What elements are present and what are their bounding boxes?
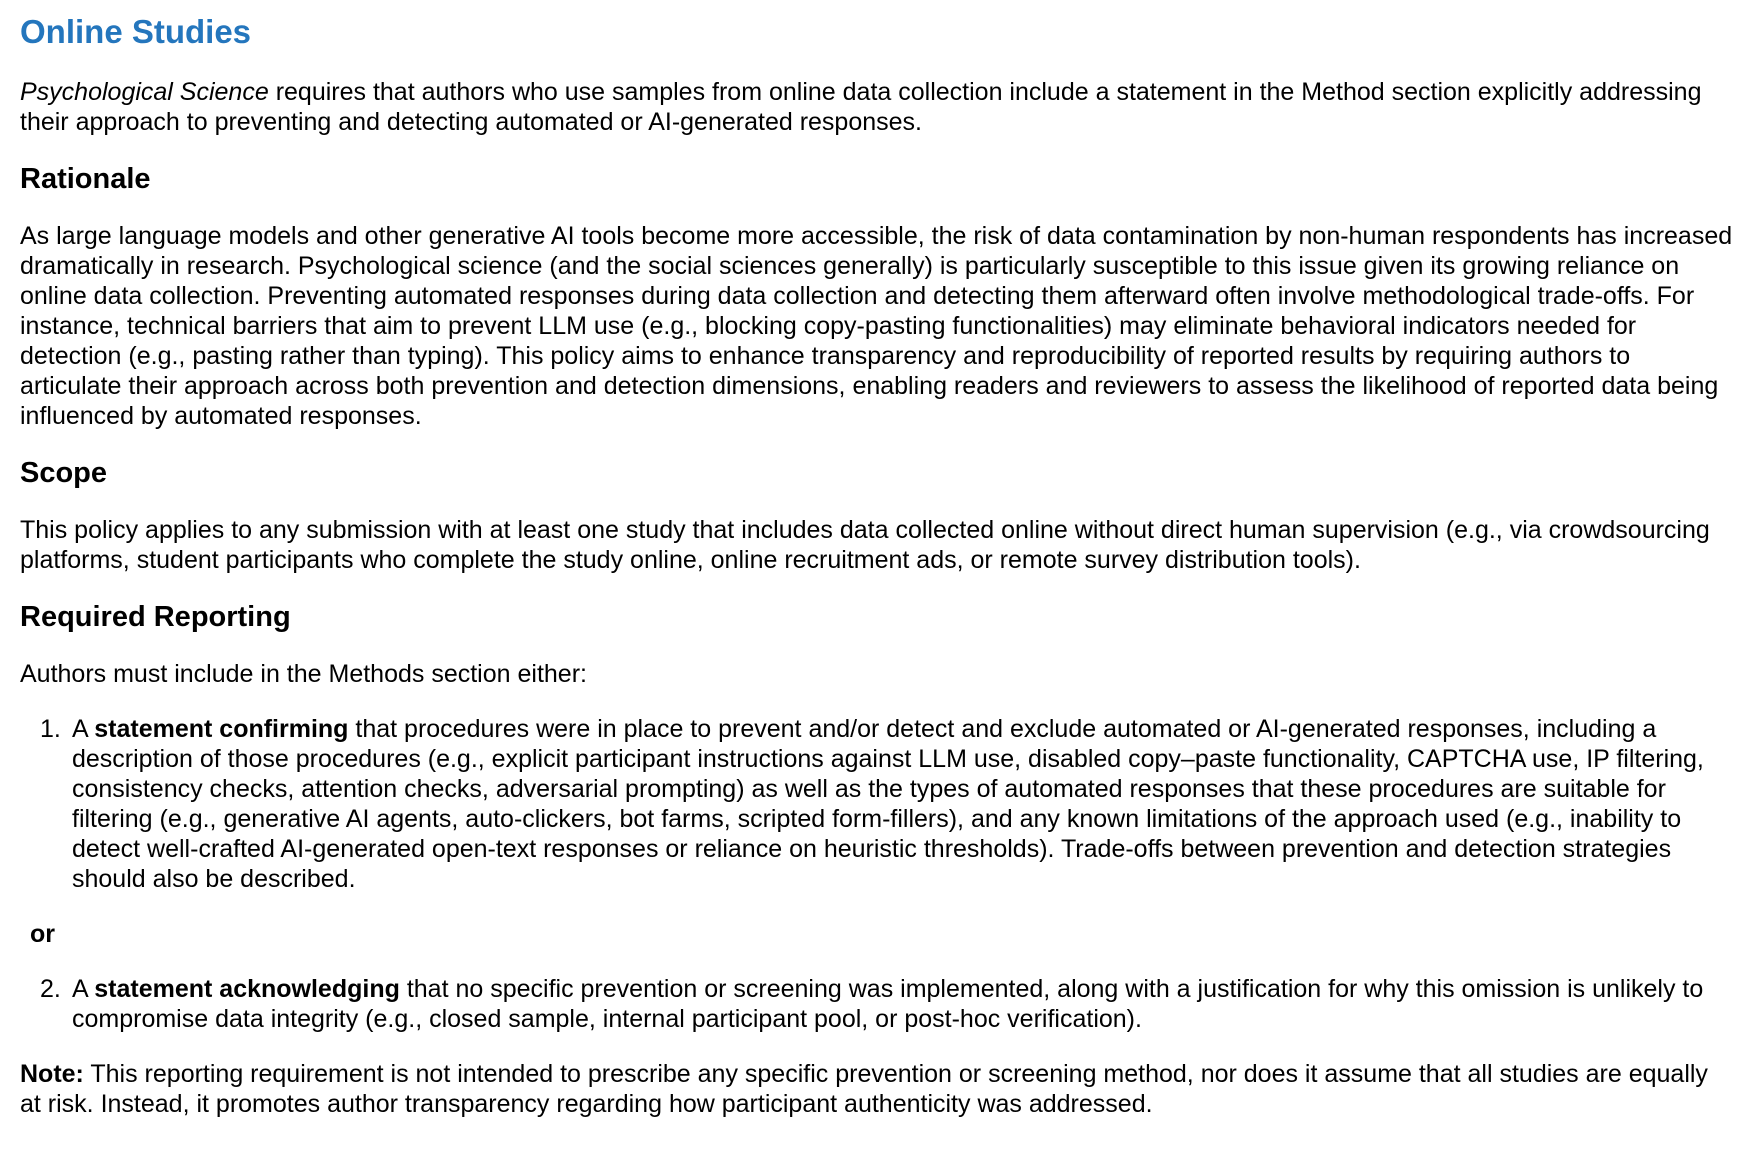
rationale-paragraph: As large language models and other generative AI tools become more accessible, the risk of data contamination by non-human respondents has increased dramatically in research. Psychological science (and the social sciences generally) is particularly susceptible to this issue given its growing reliance on online data collection. Preventing automated responses during data collection and detecting them afterward often involve methodological trade-offs. For instance, technical barriers that aim to prevent LLM use (e.g., blocking copy-pasting functionalities) may eliminate behavioral indicators needed for detection (e.g., pasting rather than typing). This policy aims to enhance transparency and reproducibility of reported results by requiring authors to articulate their approach across both prevention and detection dimensions, enabling readers and reviewers to assess the likelihood of reported data being influenced by automated responses. — [20, 222, 1733, 430]
required-reporting-lead: Authors must include in the Methods section either: — [20, 660, 587, 688]
list-item-2-text — [72, 975, 1703, 1033]
list-item-2-prefix: A — [72, 975, 95, 1003]
scope-heading: Scope — [20, 457, 108, 489]
list-item-2-marker: 2. — [40, 975, 61, 1003]
list-item-2-rest: that no specific prevention or screening was implemented, along with a justification for why this omission is unlikely to compromise data integrity (e.g., closed sample, internal participant pool, or post-hoc verification). — [72, 975, 1704, 1033]
statement-confirming-emphasis: statement confirming — [94, 715, 349, 743]
note-paragraph — [20, 1059, 1734, 1119]
list-item-1-marker: 1. — [40, 715, 61, 743]
list-item-1-text — [72, 715, 1704, 893]
note-label: Note: — [20, 1060, 84, 1088]
required-reporting-heading: Required Reporting — [20, 601, 291, 633]
rationale-heading: Rationale — [20, 163, 151, 195]
intro-text: requires that authors who use samples from online data collection include a statement in the Method section explicitly addressing their approach to preventing and detecting automated or AI-generated responses. — [20, 78, 1702, 136]
list-item-2 — [20, 974, 1734, 1034]
journal-name-italic: Psychological Science — [20, 78, 269, 106]
or-connector: or — [30, 920, 55, 948]
list-item-1 — [20, 714, 1734, 894]
statement-acknowledging-emphasis: statement acknowledging — [94, 975, 400, 1003]
list-item-1-rest: that procedures were in place to prevent and/or detect and exclude automated or AI-generated responses, including a description of those procedures (e.g., explicit participant instructions against LLM use, disabled copy–paste functionality, CAPTCHA use, IP filtering, consistency checks, attention checks, adversarial prompting) as well as the types of automated responses that these procedures are suitable for filtering (e.g., generative AI agents, auto-clickers, bot farms, scripted form-fillers), and any known limitations of the approach used (e.g., inability to detect well-crafted AI-generated open-text responses or reliance on heuristic thresholds). Trade-offs between prevention and detection strategies should also be described. — [72, 715, 1704, 893]
list-item-1-prefix: A — [72, 715, 95, 743]
online-studies-policy-document — [20, 12, 1734, 1119]
note-text: This reporting requirement is not intended to prescribe any specific prevention or screening method, nor does it assume that all studies are equally at risk. Instead, it promotes author transparency regarding how participant authenticity was addressed. — [20, 1060, 1708, 1118]
scope-paragraph: This policy applies to any submission with at least one study that includes data collected online without direct human supervision (e.g., via crowdsourcing platforms, student participants who complete the study online, online recruitment ads, or remote survey distribution tools). — [20, 516, 1710, 574]
intro-paragraph — [20, 77, 1734, 137]
page-title: Online Studies — [20, 13, 252, 50]
